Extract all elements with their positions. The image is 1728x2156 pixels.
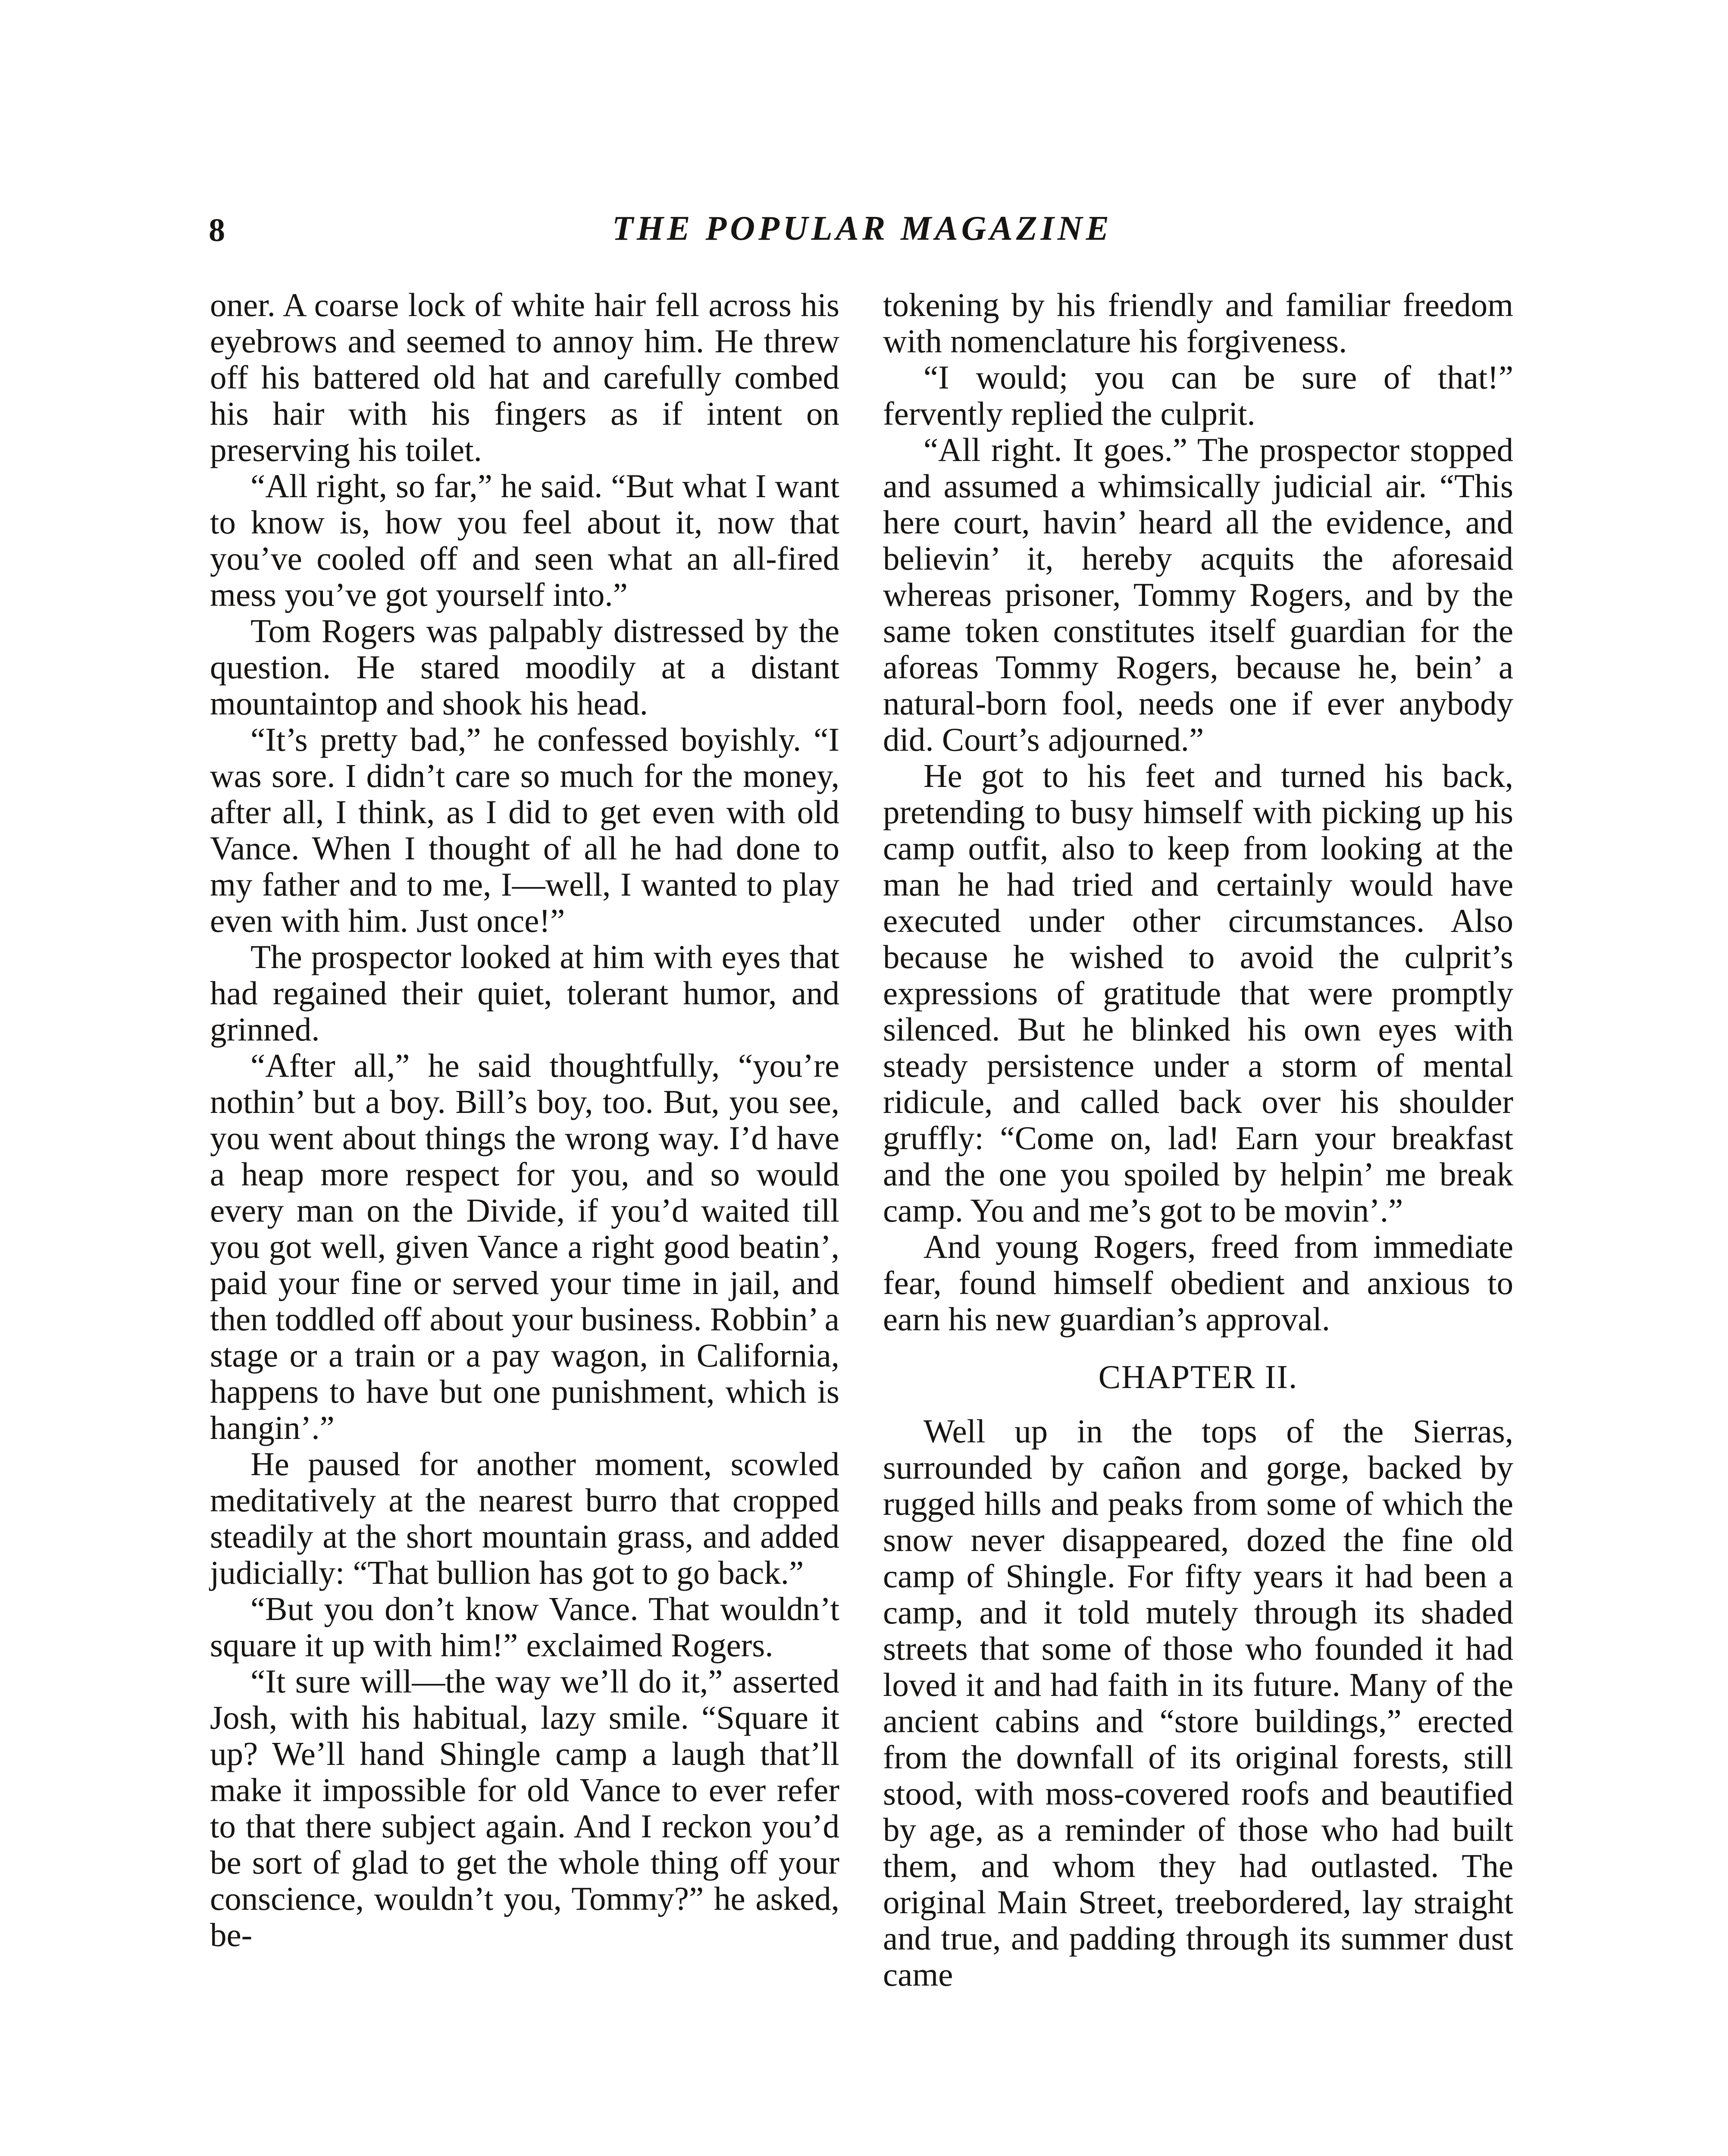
paragraph-left-6: “After all,” he said thoughtfully, “you’re nothin’ but a boy. Bill’s boy, too. But, you see, you went about things the wrong way. I’d have a heap more respect for you, and so would every man on the Divide, if you’d waited till you got well, given Vance a right good beatin’, paid your fine or served your time in jail, and then toddled off about your business. Robbin’ a stage or a train or a pay wagon, in California, happens to have but one punishment, which is hangin’.” [210,1047,839,1446]
paragraph-right-4: He got to his feet and turned his back, pretending to busy himself with picking up his camp outfit, also to keep from looking at the man he had tried and certainly would have executed under other circumstances. Also because he wished to avoid the culprit’s expressions of gratitude that were promptly silenced. But he blinked his own eyes with steady persistence under a storm of mental ridicule, and called back over his shoulder gruffly: “Come on, lad! Earn your breakfast and the one you spoiled by helpin’ me break camp. You and me’s got to be movin’.” [883,757,1513,1229]
page-number: 8 [209,212,225,248]
paragraph-right-6: Well up in the tops of the Sierras, surrounded by cañon and gorge, backed by rugged hills and peaks from some of which the snow never disappeared, dozed the fine old camp of Shingle. For fifty years it had been a camp, and it told mutely through its shaded streets that some of those who founded it had loved it and had faith in its future. Many of the ancient cabins and “store buildings,” erected from the downfall of its original forests, still stood, with moss-covered roofs and beautified by age, as a reminder of those who had built them, and whom they had outlasted. The original Main Street, treebordered, lay straight and true, and padding through its summer dust came [883,1413,1513,1993]
paragraph-left-4: “It’s pretty bad,” he confessed boyishly. “I was sore. I didn’t care so much for the money, after all, I think, as I did to get even with old Vance. When I thought of all he had done to my father and to me, I—well, I wanted to play even with him. Just once!” [210,721,839,939]
chapter-heading: CHAPTER II. [1098,1358,1298,1395]
paragraph-right-3: “All right. It goes.” The prospector stopped and assumed a whimsically judicial air. “This here court, havin’ heard all the evidence, and believin’ it, hereby acquits the aforesaid whereas prisoner, Tommy Rogers, and by the same token constitutes itself guardian for the aforeas Tommy Rogers, because he, bein’ a natural-born fool, needs one if ever anybody did. Court’s adjourned.” [883,431,1513,758]
paragraph-left-2: “All right, so far,” he said. “But what I want to know is, how you feel about it, now that you’ve cooled off and seen what an all-fired mess you’ve got yourself into.” [210,467,839,613]
paragraph-right-2: “I would; you can be sure of that!” fervently replied the culprit. [883,359,1513,432]
right-column [883,287,1513,1993]
paragraph-left-7: He paused for another moment, scowled meditatively at the nearest burro that cropped steadily at the short mountain grass, and added judicially: “That bullion has got to go back.” [210,1445,839,1591]
paragraph-left-9: “It sure will—the way we’ll do it,” asserted Josh, with his habitual, lazy smile. “Square it up? We’ll hand Shingle camp a laugh that’ll make it impossible for old Vance to ever refer to that there subject again. And I reckon you’d be sort of glad to get the whole thing off your conscience, wouldn’t you, Tommy?” he asked, be- [210,1663,839,1953]
paragraph-left-1: oner. A coarse lock of white hair fell across his eyebrows and seemed to annoy him. He threw off his battered old hat and carefully combed his hair with his fingers as if intent on preserving his toilet. [210,286,839,468]
running-head: THE POPULAR MAGAZINE [612,210,1113,248]
left-column [210,287,839,1953]
paragraph-left-5: The prospector looked at him with eyes that had regained their quiet, tolerant humor, and grinned. [210,938,839,1048]
paragraph-right-5: And young Rogers, freed from immediate fear, found himself obedient and anxious to earn his new guardian’s approval. [883,1228,1513,1338]
paragraph-left-3: Tom Rogers was palpably distressed by the question. He stared moodily at a distant mountaintop and shook his head. [210,612,839,722]
paragraph-left-8: “But you don’t know Vance. That wouldn’t square it up with him!” exclaimed Rogers. [210,1590,839,1664]
paragraph-right-1: tokening by his friendly and familiar freedom with nomenclature his forgiveness. [883,286,1513,360]
